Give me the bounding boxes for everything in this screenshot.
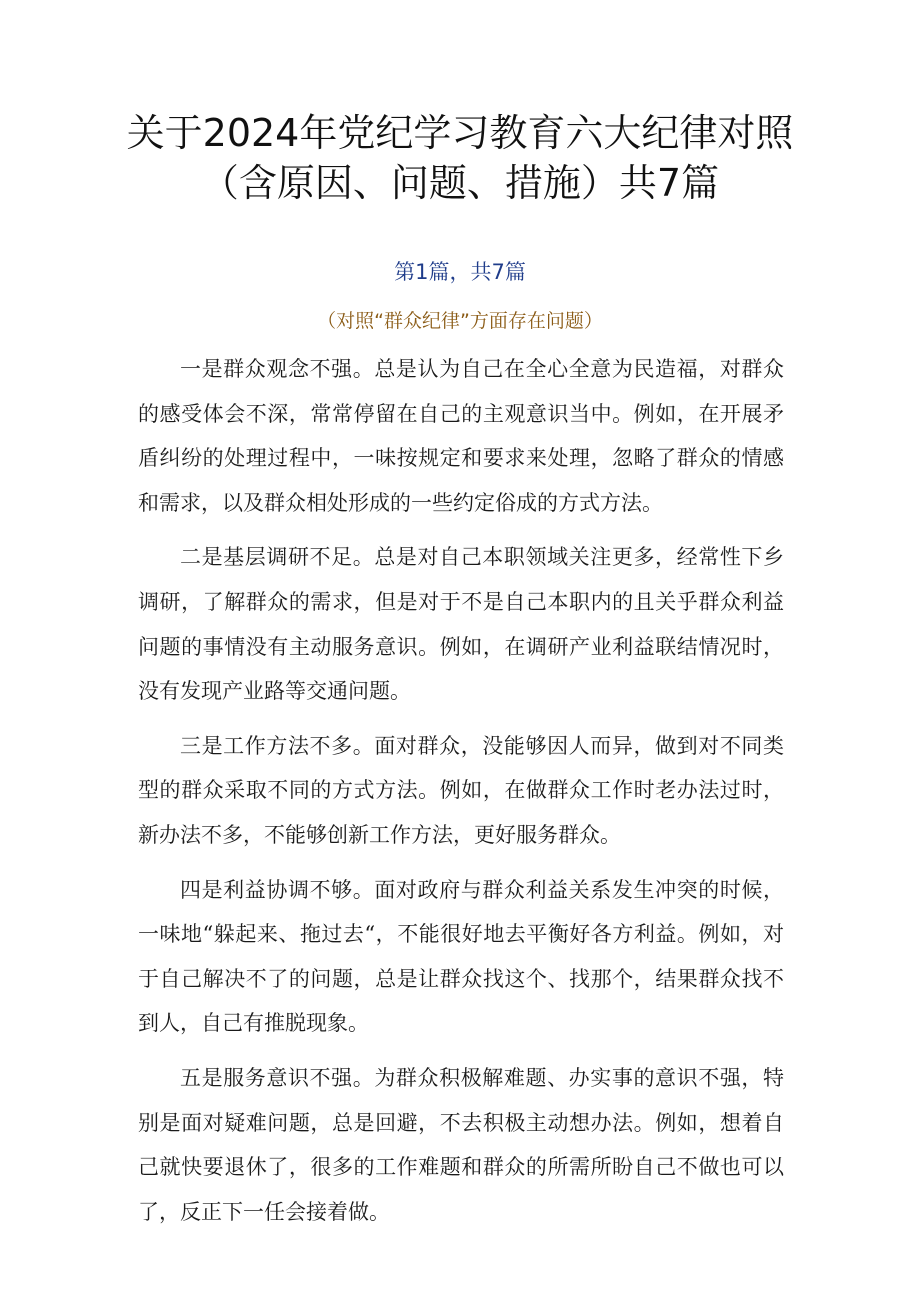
paragraph-5: 五是服务意识不强。为群众积极解难题、办实事的意识不强，特别是面对疑难问题，总是回避，不去积极主动想办法。例如，想着自己就快要退休了，很多的工作难题和群众的所需所盼自己不做也可以了，反正下一任会接着做。	[138, 1065, 784, 1224]
document-title-line-1: 关于2024年党纪学习教育六大纪律对照	[126, 111, 794, 155]
paragraph-3: 三是工作方法不多。面对群众，没能够因人而异，做到对不同类型的群众采取不同的方式方法。例如，在做群众工作时老办法过时，新办法不多，不能够创新工作方法，更好服务群众。	[138, 733, 784, 847]
section-heading: （对照“群众纪律”方面存在问题）	[317, 310, 603, 332]
paragraph-2: 二是基层调研不足。总是对自己本职领域关注更多，经常性下乡调研，了解群众的需求，但是对于不是自己本职内的且关乎群众利益问题的事情没有主动服务意识。例如，在调研产业利益联结情况时，没有发现产业路等交通问题。	[138, 545, 784, 704]
paragraph-4: 四是利益协调不够。面对政府与群众利益关系发生冲突的时候，一味地“躲起来、拖过去“，不能很好地去平衡好各方利益。例如，对于自己解决不了的问题，总是让群众找这个、找那个，结果群众找不到人，自己有推脱现象。	[138, 877, 784, 1036]
paragraph-1: 一是群众观念不强。总是认为自己在全心全意为民造福，对群众的感受体会不深，常常停留在自己的主观意识当中。例如，在开展矛盾纠纷的处理过程中，一味按规定和要求来处理，忽略了群众的情感和需求，以及群众相处形成的一些约定俗成的方式方法。	[138, 357, 784, 515]
document-body	[138, 347, 784, 1244]
part-heading: 第1篇，共7篇	[394, 260, 526, 284]
document-title-line-2: （含原因、问题、措施）共7篇	[200, 161, 720, 205]
